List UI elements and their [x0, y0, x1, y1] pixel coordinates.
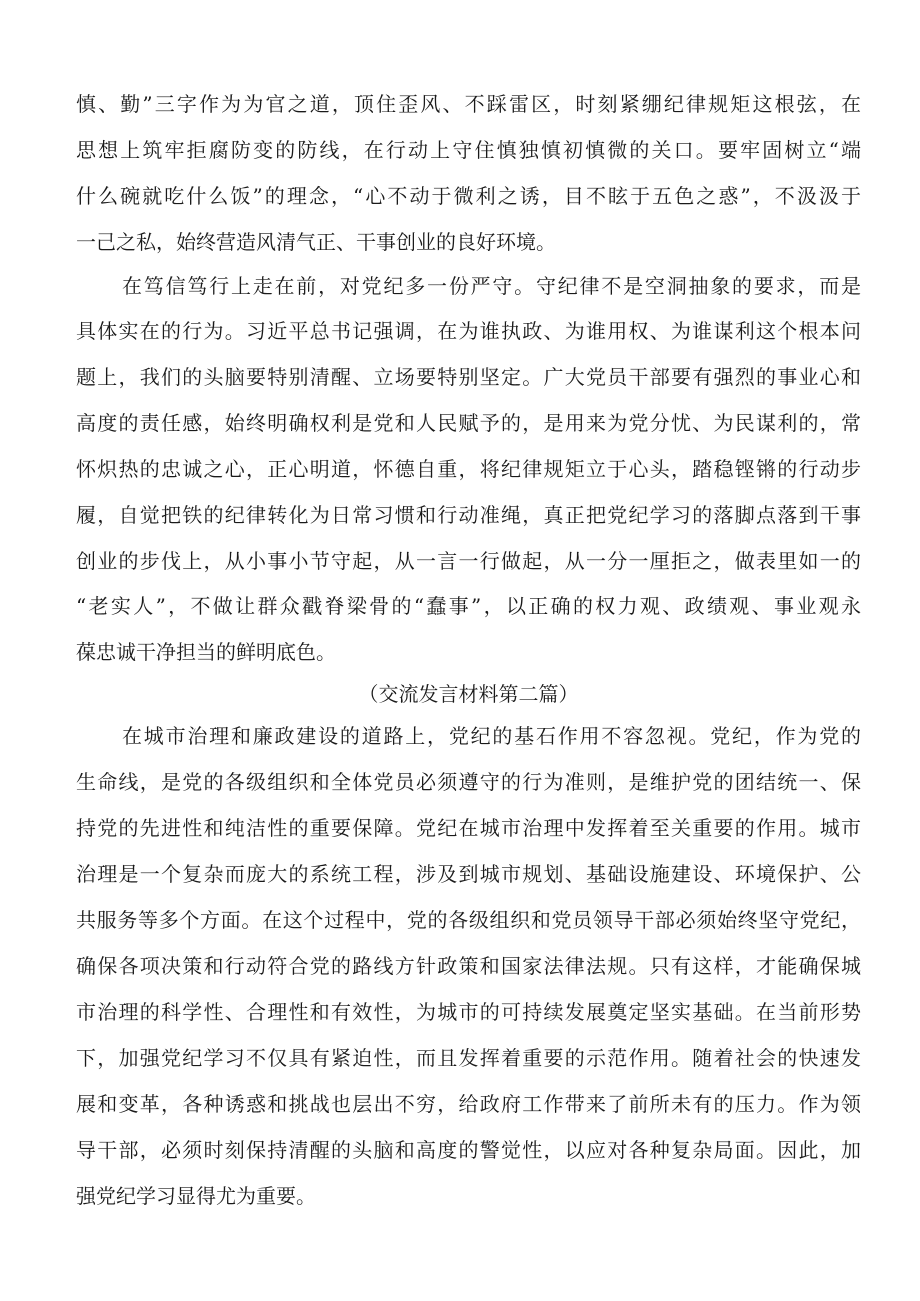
text-line: 在城市治理和廉政建设的道路上，党纪的基石作用不容忽视。党纪，作为党的 — [122, 724, 861, 748]
text-line: 慎、勤”三字作为为官之道，顶住歪风、不踩雷区，时刻紧绷纪律规矩这根弦，在 — [76, 92, 861, 116]
text-line: 思想上筑牢拒腐防变的防线，在行动上守住慎独慎初慎微的关口。要牢固树立“端 — [76, 138, 861, 162]
text-line: 市治理的科学性、合理性和有效性，为城市的可持续发展奠定坚实基础。在当前形势 — [76, 1000, 861, 1024]
text-line: 生命线，是党的各级组织和全体党员必须遵守的行为准则，是维护党的团结统一、保 — [76, 770, 861, 794]
text-line: 持党的先进性和纯洁性的重要保障。党纪在城市治理中发挥着至关重要的作用。城市 — [76, 816, 861, 840]
text-line: 展和变革，各种诱惑和挑战也层出不穷，给政府工作带来了前所未有的压力。作为领 — [76, 1092, 861, 1116]
text-line: 葆忠诚干净担当的鲜明底色。 — [76, 640, 336, 664]
text-line: 在笃信笃行上走在前，对党纪多一份严守。守纪律不是空洞抽象的要求，而是 — [122, 274, 861, 298]
text-line: 共服务等多个方面。在这个过程中，党的各级组织和党员领导干部必须始终坚守党纪， — [76, 908, 861, 932]
text-line: “老实人”，不做让群众戳脊梁骨的“蠢事”，以正确的权力观、政绩观、事业观永 — [76, 594, 861, 618]
text-line: 导干部，必须时刻保持清醒的头脑和高度的警觉性，以应对各种复杂局面。因此，加 — [76, 1138, 861, 1162]
text-line: 一己之私，始终营造风清气正、干事创业的良好环境。 — [76, 230, 556, 254]
text-line: 创业的步伐上，从小事小节守起，从一言一行做起，从一分一厘拒之，做表里如一的 — [76, 549, 861, 573]
text-line: 具体实在的行为。习近平总书记强调，在为谁执政、为谁用权、为谁谋利这个根本问 — [76, 319, 861, 343]
text-line: 确保各项决策和行动符合党的路线方针政策和国家法律法规。只有这样，才能确保城 — [76, 954, 861, 978]
text-line: 治理是一个复杂而庞大的系统工程，涉及到城市规划、基础设施建设、环境保护、公 — [76, 862, 861, 886]
text-line: 什么碗就吃什么饭”的理念，“心不动于微利之诱，目不眩于五色之惑”，不汲汲于 — [76, 184, 861, 208]
section-heading: （交流发言材料第二篇） — [358, 682, 579, 706]
text-line: 履，自觉把铁的纪律转化为日常习惯和行动准绳，真正把党纪学习的落脚点落到干事 — [76, 503, 861, 527]
text-line: 题上，我们的头脑要特别清醒、立场要特别坚定。广大党员干部要有强烈的事业心和 — [76, 365, 861, 389]
text-line: 高度的责任感，始终明确权利是党和人民赋予的，是用来为党分忧、为民谋利的，常 — [76, 411, 861, 435]
text-line: 怀炽热的忠诚之心，正心明道，怀德自重，将纪律规矩立于心头，踏稳铿锵的行动步 — [76, 457, 861, 481]
text-line: 下，加强党纪学习不仅具有紧迫性，而且发挥着重要的示范作用。随着社会的快速发 — [76, 1046, 861, 1070]
text-line: 强党纪学习显得尤为重要。 — [76, 1184, 316, 1208]
